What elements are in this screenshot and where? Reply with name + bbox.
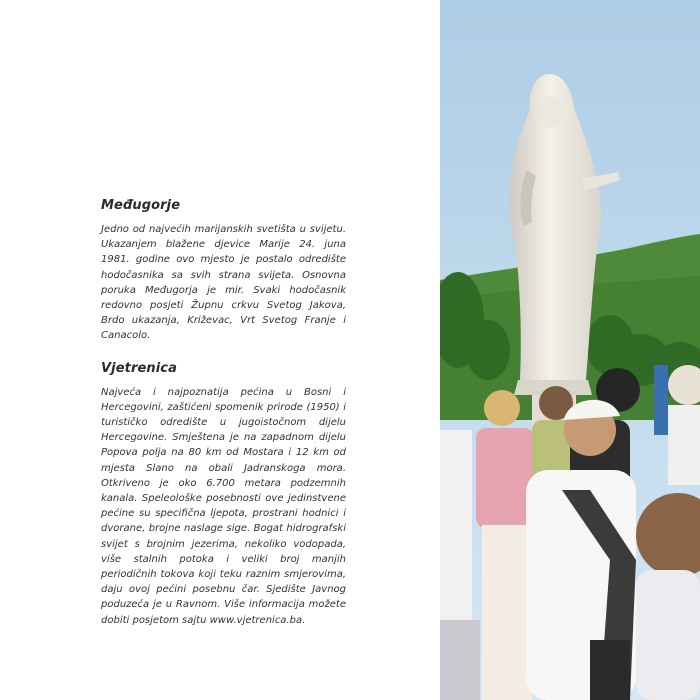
section-body-vjetrenica: Najveća i najpoznatija pećina u Bosni i Hercegovini, zaštićeni spomenik prirode (1950) i turističko odredište u jugoistočnom dijelu Hercegovine. Smještena je na zapadnom dijelu Popova polja na 80 km od Mostara i 12 km od mjesta Slano na obali Jadranskoga mora. Otkriveno je oko 6.700 metara podzemnih kanala. Speleološke posebnosti ove jedinstvene pećine su specifična ljepota, prostrani hodnici i dvorane, brojne naslage sige. Bogat hidrografski svijet s brojnim jezerima, nekoliko vodopada, više stalnih potoka i veliki broj manjih periodičnih tokova koji teku raznim smjerovima, daju ovoj pećini posebnu čar. Sjedište Javnog poduzeća je u Ravnom. Više informacija možete dobiti posjetom sajtu www.vjetrenica.ba.	[101, 386, 346, 626]
text-column	[101, 198, 346, 628]
section-body-medugorje: Jedno od najvećih marijanskih svetišta u svijetu. Ukazanjem blažene djevice Marije 24. juna 1981. godine ovo mjesto je postalo odredište hodočasnika sa svih strana svijeta. Osnovna poruka Međugorja je mir. Svaki hodočasnik redovno posjeti Župnu crkvu Svetog Jakova, Brdo ukazanja, Križevac, Vrt Svetog Franje i Canacolo.	[101, 224, 346, 342]
section-medugorje	[101, 198, 346, 344]
pilgrims-statue-photo	[440, 0, 700, 700]
section-vjetrenica	[101, 361, 346, 628]
section-title-vjetrenica: Vjetrenica	[101, 360, 177, 376]
section-title-medugorje: Međugorje	[101, 198, 181, 213]
